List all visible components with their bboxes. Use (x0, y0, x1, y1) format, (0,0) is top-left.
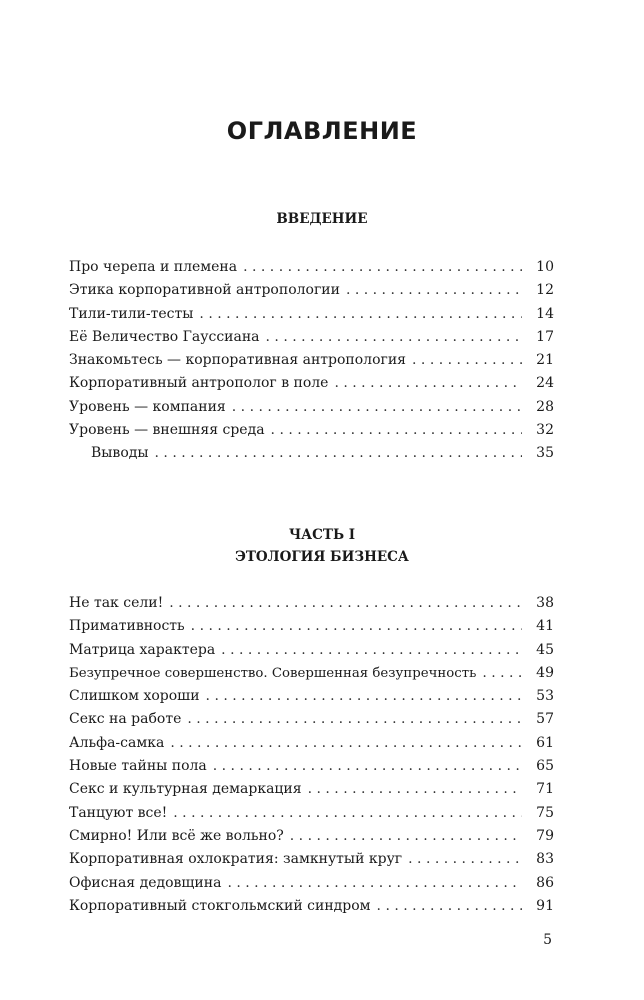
toc-entry-page: 91 (536, 897, 554, 914)
leader-dots (155, 442, 522, 465)
leader-dots (213, 755, 522, 778)
leader-dots (191, 615, 522, 638)
leader-dots (412, 349, 522, 372)
toc-entry-title: Смирно! Или всё же вольно? (69, 827, 284, 844)
toc-entry-page: 24 (536, 375, 554, 392)
toc-entry[interactable] (69, 349, 554, 372)
toc-entry[interactable] (69, 372, 554, 395)
toc-entry-page: 61 (536, 734, 554, 751)
toc-entry-page: 17 (536, 328, 554, 345)
toc-entry[interactable] (69, 825, 554, 848)
leader-dots (290, 825, 522, 848)
toc-entry[interactable] (69, 848, 554, 871)
leader-dots (243, 256, 522, 279)
toc-entry[interactable] (69, 615, 554, 638)
toc-entry[interactable] (69, 732, 554, 755)
toc-entry-title: Тили-тили-тесты (69, 305, 194, 322)
leader-dots (221, 639, 522, 662)
toc-entry-title: Безупречное совершенство. Совершенная безупречность (69, 665, 477, 681)
toc-entry-page: 41 (536, 618, 554, 635)
leader-dots (187, 708, 522, 731)
toc-entry-page: 32 (536, 422, 554, 439)
toc-entry[interactable] (69, 685, 554, 708)
toc-entry-title: Корпоративный стокгольмский синдром (69, 897, 371, 914)
toc-entry[interactable] (69, 778, 554, 801)
leader-dots (227, 872, 522, 895)
toc-entry-page: 79 (536, 827, 554, 844)
toc-part1 (69, 592, 554, 918)
toc-entry[interactable] (69, 592, 554, 615)
toc-entry-page: 83 (536, 851, 554, 868)
toc-entry-title: Уровень — компания (69, 398, 226, 415)
leader-dots (271, 419, 522, 442)
leader-dots (482, 662, 522, 685)
toc-entry[interactable] (69, 872, 554, 895)
leader-dots (170, 732, 522, 755)
toc-entry-title: Не так сели! (69, 595, 164, 611)
toc-entry[interactable] (69, 326, 554, 349)
toc-entry-page: 12 (536, 282, 554, 299)
toc-entry-page: 86 (536, 874, 554, 891)
leader-dots (232, 396, 522, 419)
toc-entry[interactable] (69, 755, 554, 778)
toc-entry-page: 28 (536, 398, 554, 415)
toc-entry-title: Секс на работе (69, 711, 182, 728)
toc-entry-page: 53 (536, 688, 554, 705)
toc-entry-page: 10 (536, 259, 554, 275)
toc-entry[interactable] (69, 279, 554, 302)
section-heading-part1 (0, 524, 644, 568)
toc-entry-page: 57 (536, 711, 554, 728)
page-title: ОГЛАВЛЕНИЕ (226, 117, 418, 145)
toc-entry-title: Знакомьтесь — корпоративная антропология (69, 352, 407, 369)
toc-entry[interactable] (69, 895, 554, 918)
toc-entry-title: Танцуют все! (69, 804, 168, 821)
toc-entry-title: Матрица характера (69, 641, 216, 658)
toc-entry-title: Офисная дедовщина (69, 874, 222, 891)
section-heading-intro: ВВЕДЕНИЕ (276, 211, 368, 227)
leader-dots (169, 592, 522, 615)
toc-entry-title: Новые тайны пола (69, 758, 207, 775)
toc-entry-page: 71 (536, 781, 554, 798)
toc-entry-title: Корпоративный антрополог в поле (69, 375, 329, 392)
toc-entry-title: Про черепа и племена (69, 259, 238, 275)
toc-entry[interactable] (69, 303, 554, 326)
toc-intro (69, 256, 554, 466)
toc-entry-title: Примативность (69, 618, 185, 635)
part-title: ЭТОЛОГИЯ БИЗНЕСА (235, 549, 409, 565)
toc-entry-page: 45 (536, 641, 554, 658)
toc-entry-page: 35 (536, 445, 554, 462)
leader-dots (206, 685, 522, 708)
leader-dots (266, 326, 522, 349)
toc-entry[interactable] (69, 256, 554, 279)
toc-entry[interactable] (69, 708, 554, 731)
leader-dots (334, 372, 522, 395)
toc-entry-page: 75 (536, 804, 554, 821)
toc-entry-page: 21 (536, 352, 554, 369)
toc-entry-title: Альфа-самка (69, 734, 165, 751)
toc-entry-page: 14 (536, 305, 554, 322)
toc-entry-page: 49 (536, 664, 554, 681)
leader-dots (173, 802, 522, 825)
toc-entry[interactable] (69, 639, 554, 662)
toc-entry-title: Выводы (91, 445, 149, 462)
toc-entry[interactable] (69, 442, 554, 465)
leader-dots (199, 303, 522, 326)
toc-entry-title: Слишком хороши (69, 688, 200, 705)
toc-entry[interactable] (69, 419, 554, 442)
page-number: 5 (543, 932, 552, 948)
toc-entry[interactable] (69, 802, 554, 825)
leader-dots (408, 848, 522, 871)
toc-entry-title: Уровень — внешняя среда (69, 422, 265, 439)
toc-entry[interactable] (69, 396, 554, 419)
toc-entry[interactable] (69, 662, 554, 685)
toc-entry-title: Этика корпоративной антропологии (69, 282, 340, 299)
toc-entry-title: Её Величество Гауссиана (69, 328, 260, 345)
leader-dots (346, 279, 522, 302)
part-number: ЧАСТЬ I (288, 527, 356, 543)
leader-dots (377, 895, 522, 918)
toc-entry-page: 38 (536, 595, 554, 611)
toc-entry-title: Корпоративная охлократия: замкнутый круг (69, 851, 403, 868)
leader-dots (308, 778, 522, 801)
toc-entry-page: 65 (536, 758, 554, 775)
toc-entry-title: Секс и культурная демаркация (69, 781, 302, 798)
